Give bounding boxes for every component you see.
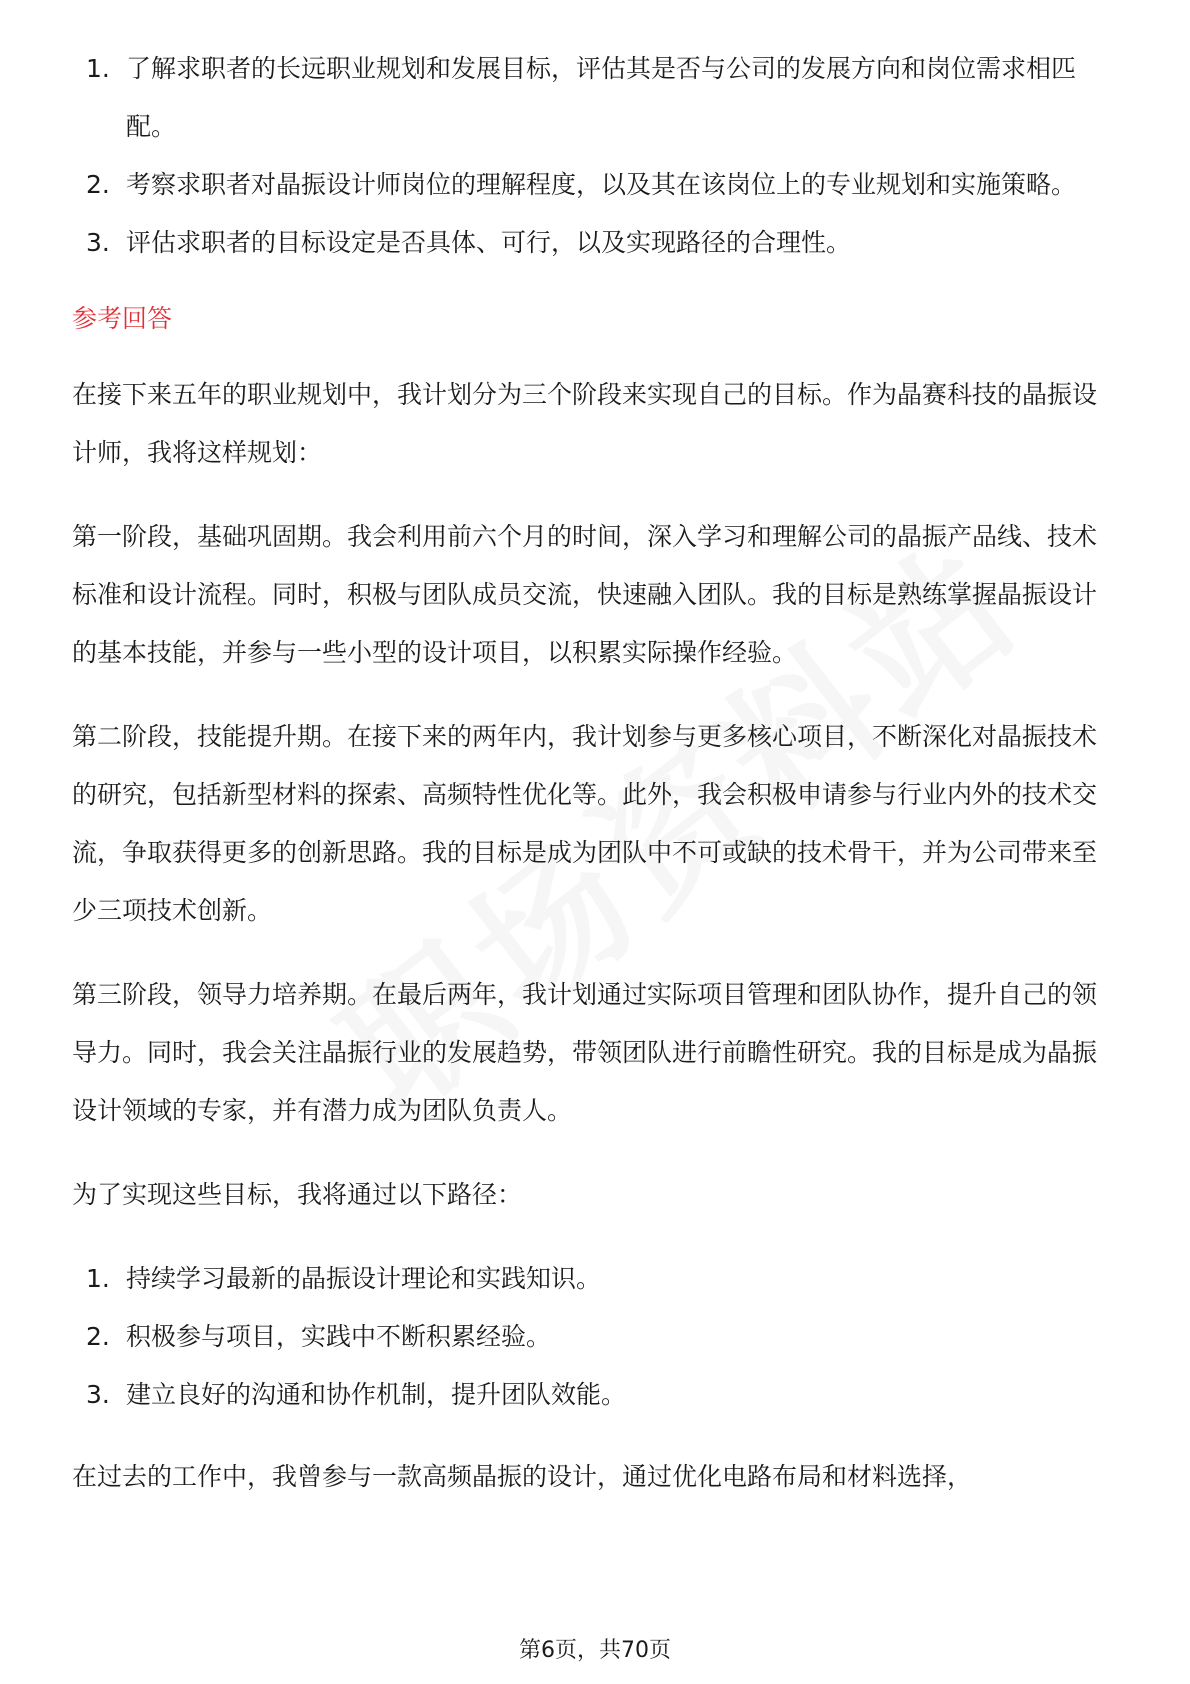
section-heading: 参考回答 — [72, 304, 173, 333]
list-item-number: 2. — [86, 170, 110, 199]
path-numbered-list — [72, 1250, 1118, 1424]
list-item — [72, 1250, 1118, 1308]
list-item-text: 考察求职者对晶振设计师岗位的理解程度，以及其在该岗位上的专业规划和实施策略。 — [126, 170, 1077, 199]
list-item-text: 评估求职者的目标设定是否具体、可行，以及实现路径的合理性。 — [126, 228, 852, 257]
list-item-number: 2. — [86, 1322, 110, 1351]
list-item — [72, 214, 1118, 272]
paragraph-stage-three: 第三阶段，领导力培养期。在最后两年，我计划通过实际项目管理和团队协作，提升自己的领导力。同时，我会关注晶振行业的发展趋势，带领团队进行前瞻性研究。我的目标是成为晶振设计领域的专家，并有潜力成为团队负责人。 — [72, 980, 1098, 1125]
list-item — [72, 40, 1118, 156]
paragraph-stage-one: 第一阶段，基础巩固期。我会利用前六个月的时间，深入学习和理解公司的晶振产品线、技术标准和设计流程。同时，积极与团队成员交流，快速融入团队。我的目标是熟练掌握晶振设计的基本技能，并参与一些小型的设计项目，以积累实际操作经验。 — [72, 522, 1098, 667]
document-body — [72, 40, 1118, 1532]
list-item — [72, 156, 1118, 214]
list-item — [72, 1308, 1118, 1366]
list-item-text: 积极参与项目，实践中不断积累经验。 — [126, 1322, 552, 1351]
paragraph-path-intro: 为了实现这些目标，我将通过以下路径： — [72, 1180, 523, 1209]
paragraph-intro: 在接下来五年的职业规划中，我计划分为三个阶段来实现自己的目标。作为晶赛科技的晶振设计师，我将这样规划： — [72, 380, 1098, 467]
list-item — [72, 1366, 1118, 1424]
list-item-number: 1. — [86, 54, 110, 83]
top-numbered-list — [72, 40, 1118, 272]
list-item-number: 1. — [86, 1264, 110, 1293]
list-item-text: 建立良好的沟通和协作机制，提升团队效能。 — [126, 1380, 627, 1409]
page-number-footer: 第6页，共70页 — [519, 1638, 671, 1663]
paragraph-experience: 在过去的工作中，我曾参与一款高频晶振的设计，通过优化电路布局和材料选择， — [72, 1462, 973, 1491]
list-item-text: 了解求职者的长远职业规划和发展目标，评估其是否与公司的发展方向和岗位需求相匹配。 — [126, 54, 1077, 141]
list-item-number: 3. — [86, 228, 110, 257]
list-item-number: 3. — [86, 1380, 110, 1409]
list-item-text: 持续学习最新的晶振设计理论和实践知识。 — [126, 1264, 602, 1293]
paragraph-stage-two: 第二阶段，技能提升期。在接下来的两年内，我计划参与更多核心项目，不断深化对晶振技术的研究，包括新型材料的探索、高频特性优化等。此外，我会积极申请参与行业内外的技术交流，争取获得更多的创新思路。我的目标是成为团队中不可或缺的技术骨干，并为公司带来至少三项技术创新。 — [72, 722, 1098, 925]
